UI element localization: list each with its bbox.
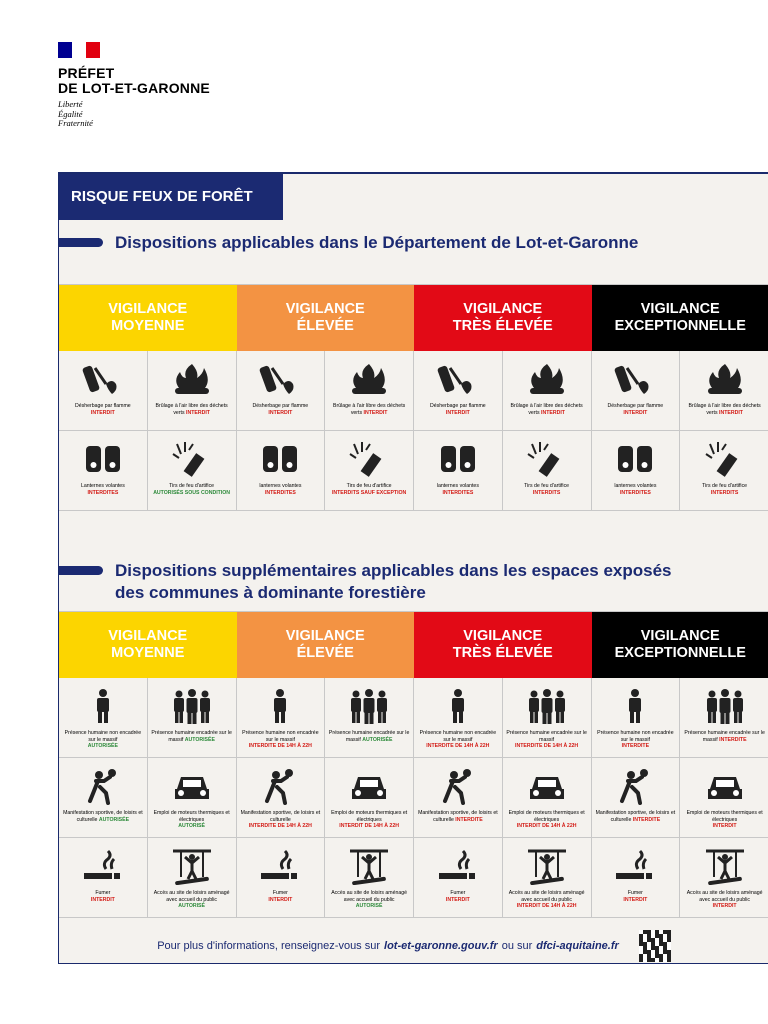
- vigilance-level: MOYENNE: [111, 645, 185, 661]
- rule-label-text: Emploi de moteurs thermiques et électriques: [153, 810, 230, 823]
- rule-label-text: lanternes volantes: [614, 483, 657, 489]
- rule-cell: [414, 431, 503, 510]
- rule-label-text: Présence humaine encadrée sur le massif: [328, 730, 410, 743]
- vigilance-level: ÉLEVÉE: [296, 318, 354, 334]
- motto-fraternite: Fraternité: [58, 118, 93, 128]
- rule-label: [237, 810, 325, 823]
- sport-icon: [81, 766, 125, 806]
- section1-heading: [59, 232, 638, 254]
- rule-cell: [503, 758, 592, 837]
- person-icon: [81, 686, 125, 726]
- rule-label: [325, 403, 413, 416]
- rule-status: INTERDITE: [632, 816, 661, 823]
- torch-icon: [613, 359, 657, 399]
- rule-label: [414, 730, 502, 743]
- rule-cell: [325, 351, 414, 430]
- rule-cell: [59, 838, 148, 917]
- smoking-icon: [613, 846, 657, 886]
- rule-label-text: Emploi de moteurs thermiques et électriques: [686, 810, 763, 823]
- prefecture-name-line1: PRÉFET: [58, 65, 115, 81]
- rule-status: AUTORISÉ: [355, 903, 383, 909]
- rule-label: [148, 403, 236, 416]
- rule-row: [59, 678, 768, 758]
- rule-row: [59, 351, 768, 431]
- rule-label-text: Accès au site de loisirs aménagé avec accueil du public: [331, 890, 408, 903]
- vigilance-level-header: [59, 285, 237, 351]
- rule-cell: [325, 758, 414, 837]
- rule-label-text: Brûlage à l'air libre des déchets verts: [510, 403, 583, 416]
- fire-icon: [170, 359, 214, 399]
- rule-status: INTERDITES: [264, 489, 296, 496]
- vigilance-level-header: [237, 612, 415, 678]
- rule-label: [148, 730, 236, 743]
- rule-label-text: Présence humaine encadrée sur le massif: [151, 730, 232, 743]
- vigilance-header-row: [59, 612, 768, 678]
- rule-label: [414, 810, 502, 823]
- marianne-flag-icon: [58, 42, 100, 58]
- link-lot-et-garonne[interactable]: lot-et-garonne.gouv.fr: [384, 940, 498, 952]
- car-icon: [170, 766, 214, 806]
- rule-cell: [325, 678, 414, 757]
- rule-status: INTERDITES: [87, 489, 119, 496]
- group-icon: [170, 686, 214, 726]
- vigilance-level: EXCEPTIONNELLE: [614, 318, 746, 334]
- rule-label: [325, 810, 413, 823]
- rule-label: [503, 890, 591, 903]
- sport-icon: [258, 766, 302, 806]
- rule-cell: [680, 351, 768, 430]
- rule-label: [680, 810, 768, 823]
- rule-label-text: Emploi de moteurs thermiques et électriques: [331, 810, 408, 823]
- rule-label-text: Présence humaine non encadrée sur le massif: [419, 730, 497, 743]
- vigilance-label: VIGILANCE: [285, 301, 365, 317]
- rule-cell: [325, 838, 414, 917]
- rule-status: AUTORISÉS SOUS CONDITION: [153, 489, 231, 496]
- poster-badge: RISQUE FEUX DE FORÊT: [59, 174, 283, 220]
- rule-status: INTERDITE: [455, 816, 483, 823]
- smoking-icon: [436, 846, 480, 886]
- rule-label-text: Présence humaine non encadrée sur le massif: [597, 730, 674, 743]
- rule-status: INTERDIT: [363, 409, 388, 416]
- rule-status: INTERDIT: [445, 896, 470, 903]
- rule-cell: [503, 678, 592, 757]
- rule-status: INTERDIT DE 14H À 22H: [516, 823, 577, 829]
- vigilance-level-header: [414, 612, 592, 678]
- rule-cell: [237, 678, 326, 757]
- vigilance-level: ÉLEVÉE: [296, 645, 354, 661]
- rule-label-text: Manifestation sportive, de loisirs et culturelle: [63, 810, 143, 823]
- rule-cell: [59, 431, 148, 510]
- rule-label-text: Accès au site de loisirs aménagé avec accueil du public: [508, 890, 585, 903]
- rule-cell: [592, 678, 681, 757]
- rule-status: AUTORISÉE: [87, 743, 118, 749]
- rule-label-text: Fumer: [450, 890, 466, 896]
- firework-icon: [703, 439, 747, 479]
- ropes-course-icon: [525, 846, 569, 886]
- group-icon: [347, 686, 391, 726]
- rule-label-text: Présence humaine encadrée sur le massif: [506, 730, 587, 743]
- rule-status: INTERDITE DE 14H À 22H: [426, 743, 490, 749]
- rule-cell: [414, 838, 503, 917]
- rule-label-text: Désherbage par flamme: [430, 403, 486, 409]
- person-icon: [436, 686, 480, 726]
- rule-status: INTERDIT: [90, 409, 115, 416]
- rule-status: AUTORISÉ: [178, 903, 205, 909]
- rule-label-text: Fumer: [627, 890, 643, 896]
- smoking-icon: [258, 846, 302, 886]
- forest-rules-table: [59, 611, 768, 918]
- rule-cell: [325, 431, 414, 510]
- firework-icon: [347, 439, 391, 479]
- rule-cell: [503, 351, 592, 430]
- rule-cell: [592, 838, 681, 917]
- rule-cell: [237, 838, 326, 917]
- ropes-course-icon: [347, 846, 391, 886]
- rule-status: INTERDITS SAUF EXCEPTION: [331, 489, 407, 496]
- rule-cell: [59, 351, 148, 430]
- vigilance-level: TRÈS ÉLEVÉE: [452, 645, 553, 661]
- firework-icon: [170, 439, 214, 479]
- rule-label: [148, 810, 236, 823]
- rule-status: INTERDITE DE 14H À 22H: [248, 823, 312, 829]
- rule-row: [59, 838, 768, 918]
- vigilance-label: VIGILANCE: [640, 628, 720, 644]
- group-icon: [525, 686, 569, 726]
- rule-status: INTERDITE: [719, 736, 747, 743]
- departement-rules-table: [59, 284, 768, 511]
- sport-icon: [613, 766, 657, 806]
- rule-status: INTERDITS: [710, 489, 739, 496]
- rule-cell: [148, 431, 237, 510]
- section-marker: [59, 238, 103, 247]
- firework-icon: [525, 439, 569, 479]
- rule-cell: [237, 431, 326, 510]
- rule-cell: [59, 678, 148, 757]
- rule-cell: [148, 838, 237, 917]
- section2-heading: [59, 560, 672, 604]
- lantern-icon: [613, 439, 657, 479]
- car-icon: [703, 766, 747, 806]
- section-marker: [59, 566, 103, 575]
- rule-cell: [414, 351, 503, 430]
- rule-cell: [592, 431, 681, 510]
- rule-label-text: Manifestation sportive, de loisirs et culturelle: [418, 810, 498, 823]
- ropes-course-icon: [703, 846, 747, 886]
- rule-cell: [148, 758, 237, 837]
- rule-status: INTERDITES: [442, 489, 474, 496]
- rule-cell: [414, 758, 503, 837]
- rule-status: AUTORISÉE: [98, 816, 130, 823]
- rule-label-text: Brûlage à l'air libre des déchets verts: [155, 403, 228, 416]
- rule-label: [592, 730, 680, 743]
- rule-status: INTERDITE: [621, 743, 650, 749]
- rule-label-text: Tirs de feu d'artifice: [524, 483, 570, 489]
- ropes-course-icon: [170, 846, 214, 886]
- rule-label: [325, 730, 413, 743]
- rule-status: INTERDITE DE 14H À 22H: [515, 743, 579, 749]
- vigilance-level-header: [59, 612, 237, 678]
- rule-cell: [680, 758, 768, 837]
- rule-label-text: Lanternes volantes: [80, 483, 125, 489]
- rule-label: [503, 810, 591, 823]
- rule-status: INTERDIT: [186, 409, 210, 416]
- rule-status: AUTORISÉ: [178, 823, 205, 829]
- fire-icon: [525, 359, 569, 399]
- torch-icon: [436, 359, 480, 399]
- group-icon: [703, 686, 747, 726]
- rule-status: INTERDIT: [719, 409, 743, 416]
- rule-label: [503, 403, 591, 416]
- torch-icon: [81, 359, 125, 399]
- rule-status: INTERDIT: [541, 409, 565, 416]
- rule-status: INTERDIT DE 14H À 22H: [516, 903, 577, 909]
- rule-cell: [59, 758, 148, 837]
- rule-label-text: Accès au site de loisirs aménagé avec accueil du public: [686, 890, 763, 903]
- rule-label-text: Présence humaine non encadrée sur le massif: [64, 730, 142, 743]
- rule-cell: [680, 838, 768, 917]
- lantern-icon: [258, 439, 302, 479]
- car-icon: [525, 766, 569, 806]
- vigilance-label: VIGILANCE: [285, 628, 365, 644]
- rule-label-text: Désherbage par flamme: [607, 403, 664, 409]
- rule-status: AUTORISÉE: [184, 736, 215, 743]
- rule-label-text: Tirs de feu d'artifice: [346, 483, 392, 489]
- rule-status: INTERDITES: [619, 489, 651, 496]
- rule-status: INTERDIT: [445, 409, 470, 416]
- vigilance-level-header: [237, 285, 415, 351]
- section2-title-line2: des communes à dominante forestière: [115, 583, 426, 602]
- rule-status: INTERDITE DE 14H À 22H: [248, 743, 312, 749]
- rule-label-text: Tirs de feu d'artifice: [169, 483, 215, 489]
- rule-cell: [148, 351, 237, 430]
- motto-liberte: Liberté: [58, 99, 83, 109]
- rule-status: INTERDIT: [90, 896, 115, 903]
- rule-cell: [592, 351, 681, 430]
- section2-title-line1: Dispositions supplémentaires applicables dans les espaces exposés: [115, 561, 672, 580]
- rule-row: [59, 431, 768, 511]
- rule-label-text: Désherbage par flamme: [75, 403, 131, 409]
- rule-label-text: lanternes volantes: [259, 483, 302, 489]
- person-icon: [258, 686, 302, 726]
- footer-text-1: Pour plus d'informations, renseignez-vous sur: [157, 940, 381, 952]
- rule-label: [503, 730, 591, 743]
- rule-status: INTERDIT DE 14H À 22H: [339, 823, 399, 829]
- rule-status: INTERDIT: [712, 903, 737, 909]
- vigilance-label: VIGILANCE: [463, 301, 543, 317]
- rule-cell: [503, 838, 592, 917]
- rule-label: [59, 730, 147, 743]
- rule-status: INTERDITS: [532, 489, 561, 496]
- rule-label-text: Tirs de feu d'artifice: [702, 483, 748, 489]
- rule-label-text: Présence humaine non encadrée sur le massif: [242, 730, 319, 743]
- car-icon: [347, 766, 391, 806]
- vigilance-level-header: [592, 612, 768, 678]
- rule-cell: [148, 678, 237, 757]
- rule-cell: [237, 758, 326, 837]
- rule-label: [237, 730, 325, 743]
- rule-status: INTERDIT: [623, 409, 648, 416]
- prefecture-name-line2: DE LOT-ET-GARONNE: [58, 80, 210, 96]
- vigilance-label: VIGILANCE: [640, 301, 720, 317]
- rule-label-text: Emploi de moteurs thermiques et électriques: [508, 810, 585, 823]
- fire-icon: [347, 359, 391, 399]
- rule-label-text: lanternes volantes: [436, 483, 479, 489]
- rule-label: [680, 890, 768, 903]
- rule-label: [592, 810, 680, 823]
- footer-text-2: ou sur: [501, 940, 533, 952]
- rule-status: INTERDIT: [623, 896, 648, 903]
- motto-egalite: Égalité: [58, 108, 83, 119]
- rule-label-text: Présence humaine encadrée sur le massif: [684, 730, 765, 743]
- rule-cell: [680, 678, 768, 757]
- qr-code-icon[interactable]: [639, 930, 671, 962]
- smoking-icon: [81, 846, 125, 886]
- vigilance-level-header: [592, 285, 768, 351]
- fire-risk-poster: [58, 172, 768, 964]
- link-dfci-aquitaine[interactable]: dfci-aquitaine.fr: [536, 940, 619, 952]
- rule-label: [680, 403, 768, 416]
- rule-status: INTERDIT: [712, 823, 737, 829]
- rule-row: [59, 758, 768, 838]
- vigilance-level: EXCEPTIONNELLE: [614, 645, 746, 661]
- rule-label-text: Fumer: [95, 890, 111, 896]
- rule-cell: [592, 758, 681, 837]
- rule-label-text: Fumer: [272, 890, 288, 896]
- lantern-icon: [81, 439, 125, 479]
- rule-cell: [414, 678, 503, 757]
- rule-label: [148, 890, 236, 903]
- rule-status: INTERDIT: [268, 896, 293, 903]
- fire-icon: [703, 359, 747, 399]
- vigilance-label: VIGILANCE: [463, 628, 543, 644]
- rule-label: [325, 890, 413, 903]
- rule-label-text: Manifestation sportive, de loisirs et culturelle: [595, 810, 676, 823]
- footer: [59, 926, 768, 966]
- person-icon: [613, 686, 657, 726]
- rule-cell: [680, 431, 768, 510]
- section1-title: Dispositions applicables dans le Département de Lot-et-Garonne: [115, 233, 639, 252]
- vigilance-level: MOYENNE: [111, 318, 185, 334]
- rule-label: [680, 730, 768, 743]
- rule-label-text: Accès au site de loisirs aménagé avec accueil du public: [153, 890, 230, 903]
- vigilance-header-row: [59, 285, 768, 351]
- rule-cell: [503, 431, 592, 510]
- rule-label-text: Désherbage par flamme: [252, 403, 309, 409]
- torch-icon: [258, 359, 302, 399]
- rule-cell: [237, 351, 326, 430]
- rule-label-text: Brûlage à l'air libre des déchets verts: [688, 403, 761, 416]
- lantern-icon: [436, 439, 480, 479]
- vigilance-label: VIGILANCE: [108, 628, 188, 644]
- sport-icon: [436, 766, 480, 806]
- rule-status: INTERDIT: [268, 409, 293, 416]
- vigilance-label: VIGILANCE: [108, 301, 188, 317]
- prefecture-logo: [58, 42, 210, 129]
- rule-status: AUTORISÉE: [362, 736, 393, 743]
- vigilance-level-header: [414, 285, 592, 351]
- rule-label: [59, 810, 147, 823]
- rule-label-text: Manifestation sportive, de loisirs et culturelle: [240, 810, 321, 823]
- vigilance-level: TRÈS ÉLEVÉE: [452, 318, 553, 334]
- rule-label-text: Brûlage à l'air libre des déchets verts: [333, 403, 406, 416]
